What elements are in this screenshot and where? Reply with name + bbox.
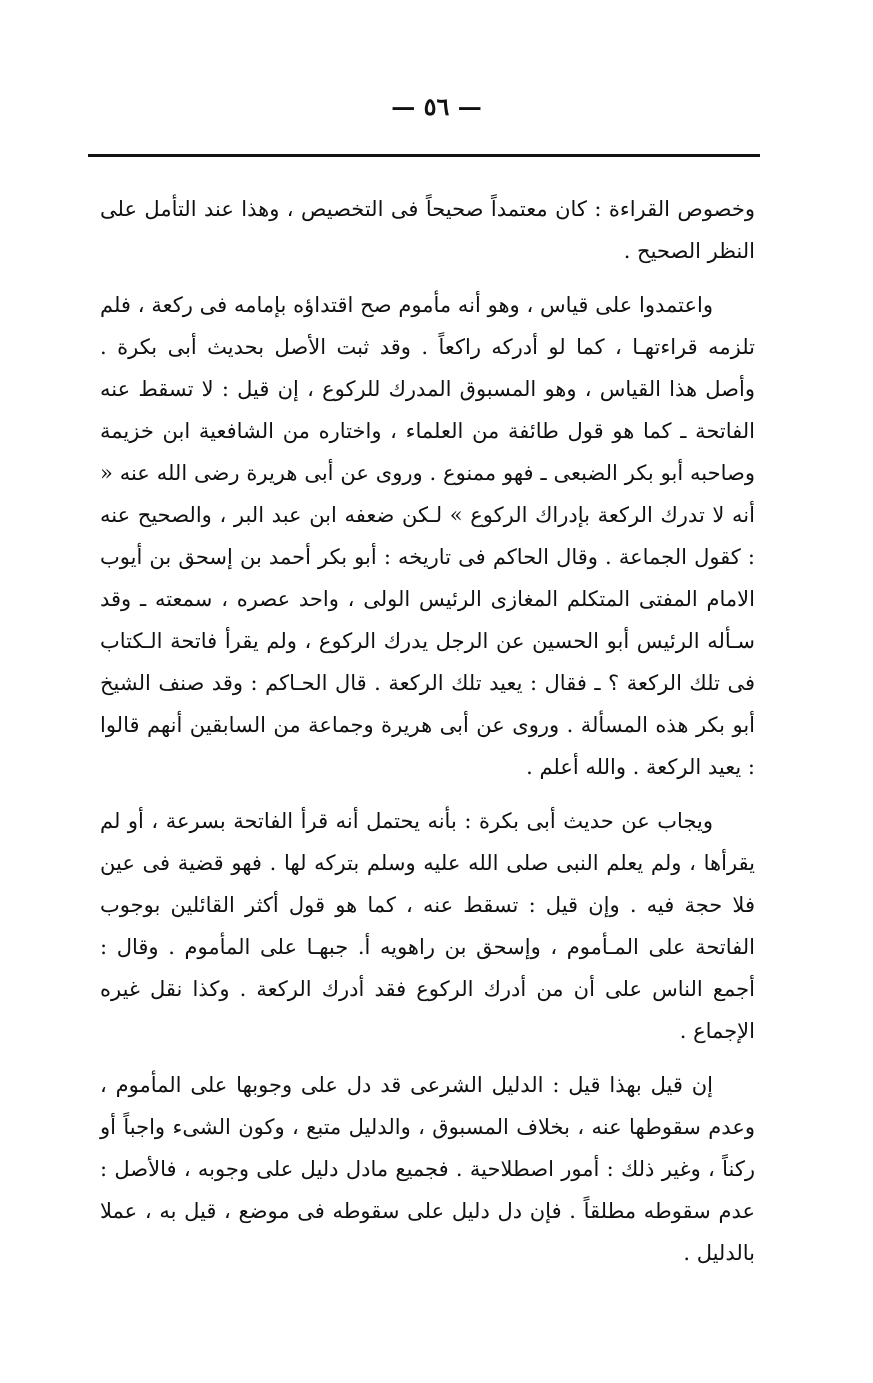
body-text [100,188,755,1274]
paragraph-3: ويجاب عن حديث أبى بكرة : بأنه يحتمل أنه قرأ الفاتحة بسرعة ، أو لم يقرأها ، ولم يعلم النبى صلى الله عليه وسلم بتركه لها . فهو قضية فى عين فلا حجة فيه . وإن قيل : تسقط عنه ، كما هو قول أكثر القائلين بوجوب الفاتحة على المـأموم ، وإسحق بن راهويه أ. جبهـا على المأموم . وقال : أجمع الناس على أن من أدرك الركوع فقد أدرك الركعة . وكذا نقل غيره الإجماع . [100,809,755,1043]
paragraph-4: إن قيل بهذا قيل : الدليل الشرعى قد دل على وجوبها على المأموم ، وعدم سقوطها عنه ، بخلاف المسبوق ، والدليل متبع ، وكون الشىء واجباً أو ركناً ، وغير ذلك : أمور اصطلاحية . فجميع مادل دليل على وجوبه ، فالأصل : عدم سقوطه مطلقاً . فإن دل دليل على سقوطه فى موضع ، قيل به ، عملا بالدليل . [100,1073,755,1265]
paragraph-1: وخصوص القراءة : كان معتمداً صحيحاً فى التخصيص ، وهذا عند التأمل على النظر الصحيح . [100,197,755,263]
page-number: — ٥٦ — [391,92,482,121]
paragraph-2: واعتمدوا على قياس ، وهو أنه مأموم صح اقتداؤه بإمامه فى ركعة ، فلم تلزمه قراءتهـا ، كما لو أدركه راكعاً . وقد ثبت الأصل بحديث أبى بكرة . وأصل هذا القياس ، وهو المسبوق المدرك للركوع ، إن قيل : لا تسقط عنه الفاتحة ـ كما هو قول طائفة من العلماء ، واختاره من الشافعية ابن خزيمة وصاحبه أبو بكر الضبعى ـ فهو ممنوع . وروى عن أبى هريرة رضى الله عنه « أنه لا تدرك الركعة بإدراك الركوع » لـكن ضعفه ابن عبد البر ، والصحيح عنه : كقول الجماعة . وقال الحاكم فى تاريخه : أبو بكر أحمد بن إسحق بن أيوب الامام المفتى المتكلم المغازى الرئيس الولى ، واحد عصره ، سمعته ـ وقد سـأله الرئيس أبو الحسين عن الرجل يدرك الركوع ، ولم يقرأ فاتحة الـكتاب فى تلك الركعة ؟ ـ فقال : يعيد تلك الركعة . قال الحـاكم : وقد صنف الشيخ أبو بكر هذه المسألة . وروى عن أبى هريرة وجماعة من السابقين أنهم قالوا : يعيد الركعة . والله أعلم . [100,293,755,779]
header-rule [88,154,760,157]
